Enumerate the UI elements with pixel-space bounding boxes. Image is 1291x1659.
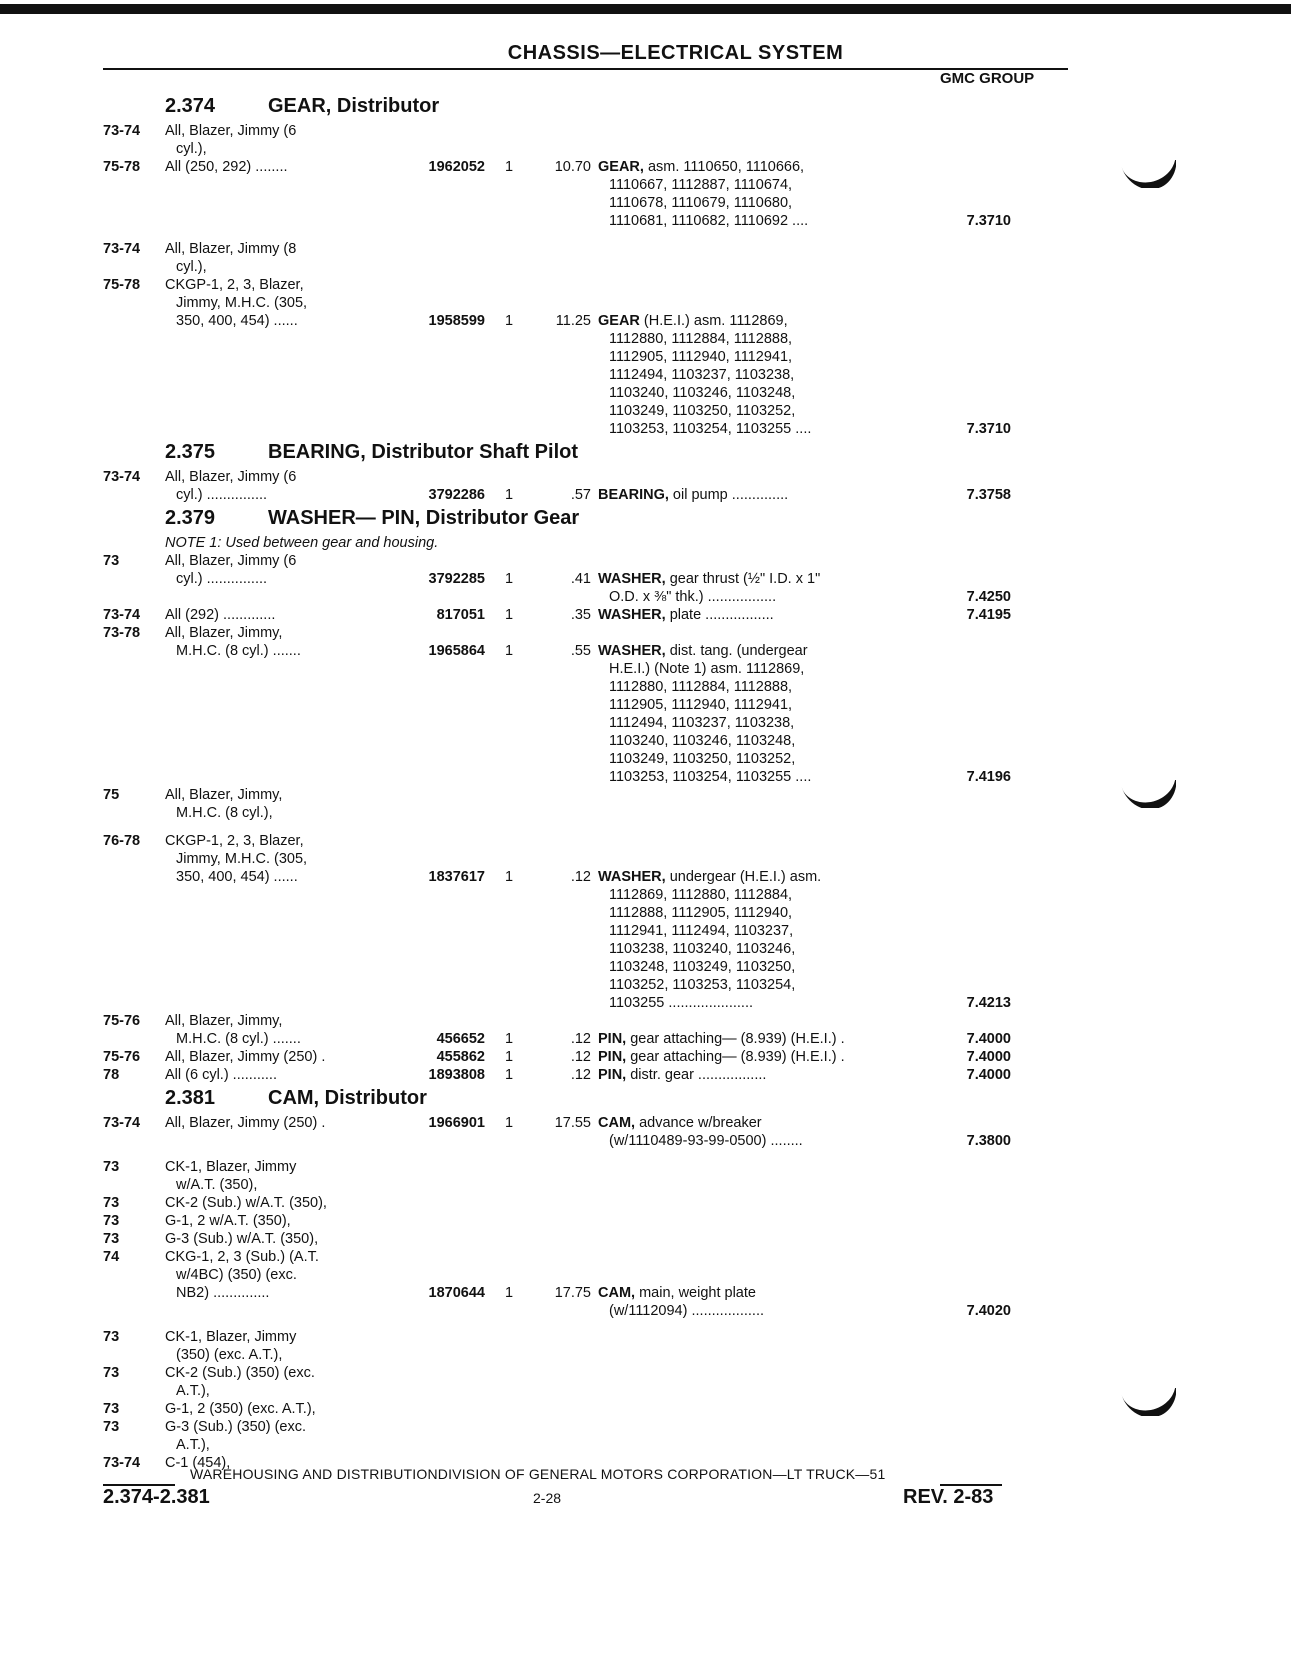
part-number: 456652 [436, 1031, 485, 1047]
application-line: All (250, 292) ........ [165, 159, 288, 175]
part-description [598, 1066, 913, 1084]
description-line: 1110681, 1110682, 1110692 .... [609, 213, 809, 229]
part-number: 1870644 [428, 1285, 485, 1301]
model-year: 73 [103, 553, 120, 569]
binder-hole-mark-top [1120, 160, 1176, 188]
application-line: w/A.T. (350), [176, 1177, 258, 1193]
application-line: All, Blazer, Jimmy (6 [165, 469, 297, 485]
model-year: 73-74 [103, 1455, 141, 1471]
application-line: 350, 400, 454) ...... [176, 313, 298, 329]
application-text [165, 1048, 405, 1066]
section-heading [103, 438, 1073, 468]
part-description [598, 158, 913, 230]
section-heading [103, 1084, 1073, 1114]
description-line: 1103249, 1103250, 1103252, [609, 403, 796, 419]
group-number: 7.4020 [966, 1303, 1011, 1319]
group-column-header: GMC GROUP [940, 70, 1035, 87]
price: 10.70 [554, 159, 591, 175]
price: .35 [570, 607, 591, 623]
application-line: 350, 400, 454) ...... [176, 869, 298, 885]
part-description [598, 1048, 913, 1066]
parts-row [103, 240, 1073, 276]
application-line: CK-2 (Sub.) (350) (exc. [165, 1365, 315, 1381]
application-text [165, 624, 405, 660]
price: .41 [570, 571, 591, 587]
application-line: All, Blazer, Jimmy (6 [165, 123, 297, 139]
price: 17.75 [554, 1285, 591, 1301]
description-line: 1112494, 1103237, 1103238, [609, 715, 795, 731]
model-year: 75-78 [103, 159, 141, 175]
group-number: 7.4000 [966, 1067, 1011, 1083]
quantity: 1 [505, 1031, 514, 1047]
model-year: 73 [103, 1195, 120, 1211]
parts-row [103, 1158, 1073, 1320]
description-line: CAM, main, weight plate [598, 1285, 756, 1301]
group-number: 7.3800 [966, 1133, 1011, 1149]
binder-hole-mark-middle [1120, 780, 1176, 808]
application-line: All, Blazer, Jimmy (250) . [165, 1049, 326, 1065]
price: .12 [570, 1031, 591, 1047]
price: .12 [570, 869, 591, 885]
description-line: 1112941, 1112494, 1103237, [609, 923, 794, 939]
application-text [165, 606, 405, 624]
part-number: 1962052 [428, 159, 485, 175]
description-keyword: WASHER, [598, 607, 666, 623]
quantity: 1 [505, 607, 514, 623]
application-text [165, 552, 405, 588]
section-heading [103, 504, 1073, 534]
part-description [598, 868, 913, 1012]
application-line: CK-1, Blazer, Jimmy [165, 1329, 297, 1345]
application-line: cyl.) ............... [176, 571, 268, 587]
quantity: 1 [505, 1049, 514, 1065]
quantity: 1 [505, 1115, 514, 1131]
application-line: A.T.), [176, 1383, 210, 1399]
price: .57 [570, 487, 591, 503]
model-year: 75-76 [103, 1013, 141, 1029]
application-text [165, 1114, 405, 1132]
part-number: 1966901 [428, 1115, 485, 1131]
parts-row [103, 158, 1073, 230]
part-number: 1965864 [428, 643, 485, 659]
model-year: 73-74 [103, 469, 141, 485]
model-year: 75-78 [103, 277, 141, 293]
parts-row [103, 1048, 1073, 1066]
model-year: 73 [103, 1213, 120, 1229]
application-line: M.H.C. (8 cyl.), [176, 805, 273, 821]
parts-row [103, 606, 1073, 624]
model-year: 75-76 [103, 1049, 141, 1065]
part-description [598, 1114, 913, 1150]
section-title: CAM, Distributor [268, 1087, 427, 1109]
quantity: 1 [505, 1285, 514, 1301]
group-number: 7.3710 [966, 213, 1011, 229]
part-number: 1958599 [428, 313, 485, 329]
description-line: WASHER, undergear (H.E.I.) asm. [598, 869, 822, 885]
model-year: 75 [103, 787, 120, 803]
section-number: 2.379 [165, 507, 216, 529]
price: .12 [570, 1049, 591, 1065]
description-line: 1103240, 1103246, 1103248, [609, 385, 796, 401]
model-year: 73-74 [103, 123, 141, 139]
footer-section-range: 2.374-2.381 [103, 1486, 210, 1508]
description-line: (w/1112094) .................. [609, 1303, 764, 1319]
parts-row [103, 1012, 1073, 1048]
price: .55 [570, 643, 591, 659]
parts-row [103, 624, 1073, 786]
model-year: 73-74 [103, 607, 141, 623]
application-line: M.H.C. (8 cyl.) ....... [176, 643, 301, 659]
description-keyword: WASHER, [598, 571, 666, 587]
section-heading [103, 92, 1073, 122]
application-line: Jimmy, M.H.C. (305, [176, 851, 308, 867]
footer-revision: REV. 2-83 [903, 1486, 994, 1508]
description-keyword: CAM, [598, 1285, 636, 1301]
parts-row [103, 832, 1073, 1012]
binder-hole-mark-bottom [1120, 1388, 1176, 1416]
model-year: 73 [103, 1419, 120, 1435]
footer-division-line: WAREHOUSING AND DISTRIBUTIONDIVISION OF GENERAL MOTORS CORPORATION—LT TRUCK—51 [190, 1466, 886, 1482]
part-number: 1893808 [428, 1067, 485, 1083]
application-line: G-1, 2 (350) (exc. A.T.), [165, 1401, 316, 1417]
application-line: A.T.), [176, 1437, 210, 1453]
description-line: O.D. x ⅜" thk.) ................. [609, 589, 777, 605]
part-description [598, 606, 913, 624]
description-line: GEAR, asm. 1110650, 1110666, [598, 159, 805, 175]
model-year: 73 [103, 1231, 120, 1247]
group-number: 7.3758 [966, 487, 1011, 503]
application-line: All, Blazer, Jimmy, [165, 625, 283, 641]
model-year: 78 [103, 1067, 120, 1083]
description-line: PIN, gear attaching— (8.939) (H.E.I.) . [598, 1049, 845, 1065]
application-text [165, 240, 405, 276]
model-year: 73 [103, 1401, 120, 1417]
quantity: 1 [505, 487, 514, 503]
description-line: 1103238, 1103240, 1103246, [609, 941, 796, 957]
application-line: (350) (exc. A.T.), [176, 1347, 283, 1363]
description-line: 1112869, 1112880, 1112884, [609, 887, 793, 903]
application-line: G-3 (Sub.) (350) (exc. [165, 1419, 307, 1435]
application-text [165, 1328, 405, 1472]
model-year: 73 [103, 1159, 120, 1175]
application-line: All, Blazer, Jimmy (8 [165, 241, 297, 257]
section-number: 2.375 [165, 441, 216, 463]
description-keyword: PIN, [598, 1049, 627, 1065]
part-number: 1837617 [428, 869, 485, 885]
description-line: PIN, distr. gear ................. [598, 1067, 767, 1083]
part-number: 3792286 [428, 487, 485, 503]
application-text [165, 1012, 405, 1048]
parts-row [103, 122, 1073, 158]
parts-row [103, 786, 1073, 822]
description-line: H.E.I.) (Note 1) asm. 1112869, [609, 661, 805, 677]
description-keyword: PIN, [598, 1031, 627, 1047]
application-text [165, 786, 405, 822]
section-title: GEAR, Distributor [268, 95, 440, 117]
parts-row [103, 1066, 1073, 1084]
application-line: All, Blazer, Jimmy, [165, 1013, 283, 1029]
description-line: 1103253, 1103254, 1103255 .... [609, 421, 812, 437]
group-number: 7.4000 [966, 1031, 1011, 1047]
description-line: 1112905, 1112940, 1112941, [609, 697, 793, 713]
part-number: 455862 [436, 1049, 485, 1065]
group-number: 7.4195 [966, 607, 1011, 623]
part-number: 817051 [436, 607, 485, 623]
application-line: All, Blazer, Jimmy (250) . [165, 1115, 326, 1131]
part-number: 3792285 [428, 571, 485, 587]
description-line: (w/1110489-93-99-0500) ........ [609, 1133, 803, 1149]
application-line: CKGP-1, 2, 3, Blazer, [165, 833, 304, 849]
application-text [165, 832, 405, 886]
application-line: G-1, 2 w/A.T. (350), [165, 1213, 291, 1229]
description-line: 1103240, 1103246, 1103248, [609, 733, 796, 749]
model-year: 73-74 [103, 241, 141, 257]
quantity: 1 [505, 571, 514, 587]
group-number: 7.3710 [966, 421, 1011, 437]
description-keyword: WASHER, [598, 869, 666, 885]
model-year: 73 [103, 1329, 120, 1345]
description-line: WASHER, dist. tang. (undergear [598, 643, 808, 659]
part-description [598, 570, 913, 606]
parts-row [103, 468, 1073, 504]
model-year: 73-74 [103, 1115, 141, 1131]
application-line: All, Blazer, Jimmy (6 [165, 553, 297, 569]
model-year: 73 [103, 1365, 120, 1381]
footer-page-number: 2-28 [533, 1490, 562, 1506]
price: 17.55 [554, 1115, 591, 1131]
description-line: 1103252, 1103253, 1103254, [609, 977, 796, 993]
application-line: w/4BC) (350) (exc. [176, 1267, 297, 1283]
parts-row [103, 1328, 1073, 1472]
application-line: CK-2 (Sub.) w/A.T. (350), [165, 1195, 327, 1211]
description-keyword: BEARING, [598, 487, 669, 503]
description-line: CAM, advance w/breaker [598, 1115, 762, 1131]
application-line: C-1 (454), [165, 1455, 231, 1471]
description-line: 1110667, 1112887, 1110674, [609, 177, 793, 193]
application-text [165, 158, 405, 176]
quantity: 1 [505, 1067, 514, 1083]
application-text [165, 468, 405, 504]
description-line: 1103253, 1103254, 1103255 .... [609, 769, 812, 785]
description-line: 1103248, 1103249, 1103250, [609, 959, 796, 975]
quantity: 1 [505, 869, 514, 885]
application-line: CKGP-1, 2, 3, Blazer, [165, 277, 304, 293]
quantity: 1 [505, 313, 514, 329]
description-line: 1103255 ..................... [609, 995, 754, 1011]
description-line: WASHER, gear thrust (½" I.D. x 1" [598, 571, 821, 587]
part-description [598, 312, 913, 438]
application-text [165, 122, 405, 158]
application-text [165, 276, 405, 330]
parts-row [103, 552, 1073, 606]
top-border-bar [0, 4, 1291, 14]
description-line: WASHER, plate ................. [598, 607, 774, 623]
application-line: All (292) ............. [165, 607, 276, 623]
group-number: 7.4213 [966, 995, 1011, 1011]
description-keyword: GEAR [598, 313, 640, 329]
section-number: 2.374 [165, 95, 216, 117]
application-line: NB2) .............. [176, 1285, 270, 1301]
parts-row [103, 1114, 1073, 1150]
quantity: 1 [505, 643, 514, 659]
application-line: G-3 (Sub.) w/A.T. (350), [165, 1231, 319, 1247]
description-keyword: WASHER, [598, 643, 666, 659]
application-text [165, 1066, 405, 1084]
section-note: NOTE 1: Used between gear and housing. [165, 535, 439, 551]
application-line: Jimmy, M.H.C. (305, [176, 295, 308, 311]
application-line: CK-1, Blazer, Jimmy [165, 1159, 297, 1175]
description-line: BEARING, oil pump .............. [598, 487, 789, 503]
model-year: 73-78 [103, 625, 141, 641]
description-line: PIN, gear attaching— (8.939) (H.E.I.) . [598, 1031, 845, 1047]
application-line: cyl.), [176, 259, 207, 275]
application-line: All (6 cyl.) ........... [165, 1067, 277, 1083]
description-line: 1103249, 1103250, 1103252, [609, 751, 796, 767]
group-number: 7.4196 [966, 769, 1011, 785]
quantity: 1 [505, 159, 514, 175]
description-keyword: GEAR, [598, 159, 644, 175]
part-description [598, 1284, 913, 1320]
model-year: 76-78 [103, 833, 141, 849]
parts-row [103, 276, 1073, 438]
price: .12 [570, 1067, 591, 1083]
description-keyword: PIN, [598, 1067, 627, 1083]
application-line: cyl.), [176, 141, 207, 157]
part-description [598, 642, 913, 786]
description-line: GEAR (H.E.I.) asm. 1112869, [598, 313, 788, 329]
description-line: 1112905, 1112940, 1112941, [609, 349, 793, 365]
price: 11.25 [555, 313, 591, 329]
title-rule [103, 68, 1068, 70]
description-line: 1112880, 1112884, 1112888, [609, 679, 793, 695]
part-description [598, 486, 913, 504]
description-line: 1112888, 1112905, 1112940, [609, 905, 793, 921]
description-keyword: CAM, [598, 1115, 636, 1131]
application-line: cyl.) ............... [176, 487, 268, 503]
section-title: WASHER— PIN, Distributor Gear [268, 507, 580, 529]
application-line: All, Blazer, Jimmy, [165, 787, 283, 803]
group-number: 7.4250 [966, 589, 1011, 605]
group-number: 7.4000 [966, 1049, 1011, 1065]
page-title: CHASSIS—ELECTRICAL SYSTEM [507, 42, 844, 64]
application-line: M.H.C. (8 cyl.) ....... [176, 1031, 301, 1047]
model-year: 74 [103, 1249, 120, 1265]
section-number: 2.381 [165, 1087, 216, 1109]
description-line: 1112494, 1103237, 1103238, [609, 367, 795, 383]
parts-listing [103, 92, 1073, 1472]
description-line: 1112880, 1112884, 1112888, [609, 331, 793, 347]
part-description [598, 1030, 913, 1048]
application-text [165, 1158, 405, 1302]
description-line: 1110678, 1110679, 1110680, [609, 195, 793, 211]
section-title: BEARING, Distributor Shaft Pilot [268, 441, 578, 463]
application-line: CKG-1, 2, 3 (Sub.) (A.T. [165, 1249, 319, 1265]
